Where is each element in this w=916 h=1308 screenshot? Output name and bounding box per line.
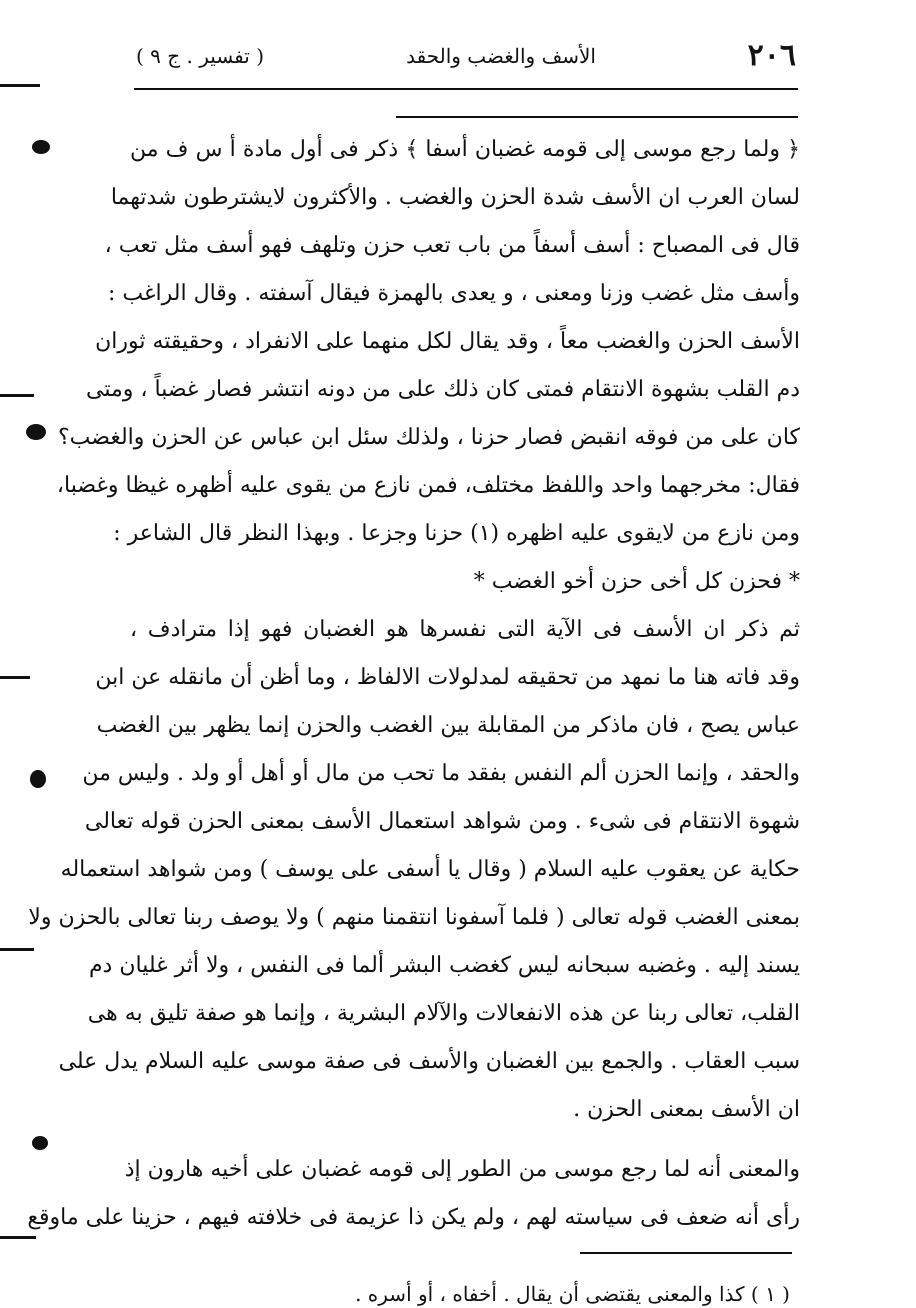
- running-header: [136, 38, 796, 84]
- text-line: يسند إليه . وغضبه سبحانه ليس كغضب البشر ألما فى النفس ، ولا أثر غليان دم: [88, 953, 800, 978]
- body-text: [27, 126, 800, 1242]
- text-line: ومن نازع من لايقوى عليه اظهره (١) حزنا وجزعا . وبهذا النظر قال الشاعر :: [113, 521, 800, 546]
- margin-smudge: [32, 1136, 48, 1150]
- book-reference: ( تفسير . ج ٩ ): [136, 44, 265, 68]
- margin-mark: [0, 948, 34, 951]
- text-line: وقد فاته هنا ما نمهد من تحقيقه لمدلولات الالفاظ ، وما أظن أن مانقله عن ابن: [95, 665, 800, 690]
- text-line: لسان العرب ان الأسف شدة الحزن والغضب . والأكثرون لايشترطون شدتهما: [110, 185, 800, 210]
- text-line: كان على من فوقه انقبض فصار حزنا ، ولذلك سئل ابن عباس عن الحزن والغضب؟: [57, 425, 800, 450]
- text-line: والحقد ، وإنما الحزن ألم النفس بفقد ما تحب من مال أو أهل أو ولد . وليس من: [82, 761, 800, 786]
- text-line: قال فى المصباح : أسف أسفاً من باب تعب حزن وتلهف فهو أسف مثل تعب ،: [104, 233, 800, 258]
- margin-smudge: [32, 140, 50, 154]
- margin-smudge: [30, 770, 46, 788]
- text-line: والمعنى أنه لما رجع موسى من الطور إلى قومه غضبان على أخيه هارون إذ: [124, 1157, 800, 1182]
- margin-mark: [0, 676, 30, 679]
- header-rule: [134, 88, 798, 90]
- margin-mark: [0, 394, 34, 397]
- text-line: شهوة الانتقام فى شىء . ومن شواهد استعمال الأسف بمعنى الحزن قوله تعالى: [84, 809, 800, 834]
- text-line: حكاية عن يعقوب عليه السلام ( وقال يا أسفى على يوسف ) ومن شواهد استعماله: [60, 857, 800, 882]
- footnote: ( ١ ) كذا والمعنى يقتضى أن يقال . أخفاه ، أو أسره .: [355, 1282, 790, 1306]
- footnote-rule: [580, 1252, 792, 1254]
- text-line: القلب، تعالى ربنا عن هذه الانفعالات والآلام البشرية ، وإنما هو صفة تليق به هى: [87, 1001, 800, 1026]
- text-line: فقال: مخرجهما واحد واللفظ مختلف، فمن نازع من يقوى عليه أظهره غيظا وغضبا،: [56, 473, 800, 498]
- text-line: وأسف مثل غضب وزنا ومعنى ، و يعدى بالهمزة فيقال آسفته . وقال الراغب :: [108, 281, 800, 306]
- margin-mark: [0, 84, 40, 87]
- text-line: الأسف الحزن والغضب معاً ، وقد يقال لكل منهما على الانفراد ، وحقيقته ثوران: [95, 329, 800, 354]
- header-sub-rule: [396, 116, 798, 118]
- margin-mark: [0, 1236, 36, 1239]
- page-number: ٢٠٦: [747, 38, 796, 73]
- margin-smudge: [26, 424, 46, 440]
- text-line: بمعنى الغضب قوله تعالى ( فلما آسفونا انتقمنا منهم ) ولا يوصف ربنا تعالى بالحزن ولا: [28, 905, 800, 930]
- text-line: رأى أنه ضعف فى سياسته لهم ، ولم يكن ذا عزيمة فى خلافته فيهم ، حزينا على ماوقع: [27, 1205, 800, 1230]
- text-line: ان الأسف بمعنى الحزن .: [573, 1097, 800, 1122]
- text-line: ﴿ ولما رجع موسى إلى قومه غضبان أسفا ﴾ ذكر فى أول مادة أ س ف من: [130, 137, 800, 162]
- text-line: دم القلب بشهوة الانتقام فمتى كان ذلك على من دونه انتشر فصار غضباً ، ومتى: [86, 377, 800, 402]
- text-line: ثم ذكر ان الأسف فى الآية التى نفسرها هو الغضبان فهو إذا مترادف ،: [130, 617, 800, 642]
- text-line: عباس يصح ، فان ماذكر من المقابلة بين الغضب والحزن إنما يظهر بين الغضب: [96, 713, 800, 738]
- text-line: سبب العقاب . والجمع بين الغضبان والأسف فى صفة موسى عليه السلام يدل على: [58, 1049, 800, 1074]
- running-title: الأسف والغضب والحقد: [406, 44, 596, 68]
- poem-line: * فحزن كل أخى حزن أخو الغضب *: [473, 569, 800, 594]
